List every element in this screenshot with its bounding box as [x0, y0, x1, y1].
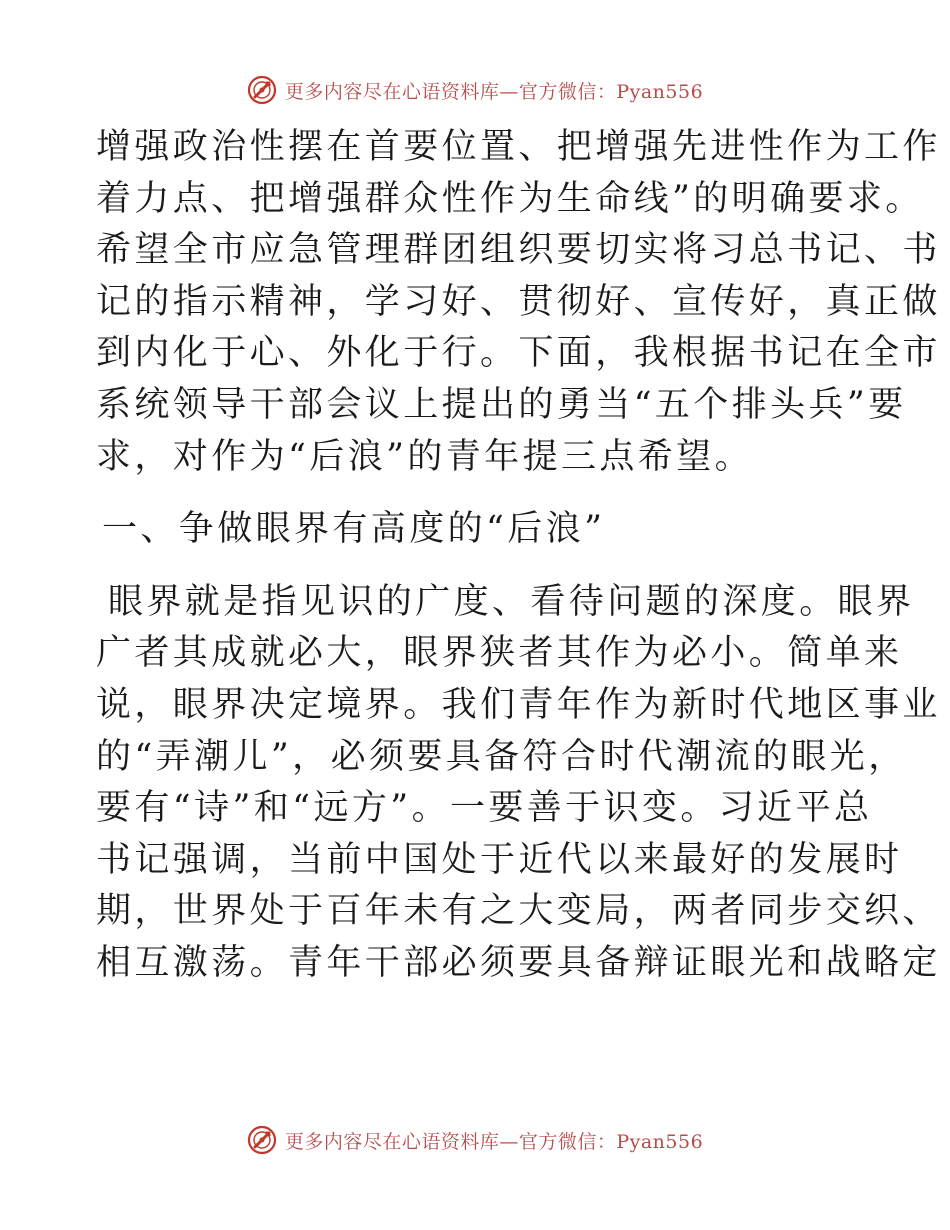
document-body	[96, 122, 941, 990]
text-line: 记的指示精神，学习好、贯彻好、宣传好，真正做	[96, 281, 941, 322]
text-line: 期，世界处于百年未有之大变局，两者同步交织、	[96, 891, 941, 932]
banner-text: 更多内容尽在心语资料库—官方微信：Pyan556	[284, 80, 704, 103]
text-line: 说，眼界决定境界。我们青年作为新时代地区事业	[96, 684, 941, 725]
text-line: 相互激荡。青年干部必须要具备辩证眼光和战略定	[96, 942, 941, 983]
logo-icon	[247, 75, 277, 105]
logo-icon	[247, 1125, 277, 1155]
header-banner	[0, 70, 950, 110]
section-heading: 一、争做眼界有高度的“后浪”	[102, 509, 606, 550]
banner-text: 更多内容尽在心语资料库—官方微信：Pyan556	[284, 1130, 704, 1153]
text-line: 系统领导干部会议上提出的勇当“五个排头兵”要	[96, 384, 907, 425]
paragraph-2	[96, 577, 941, 990]
text-line: 着力点、把增强群众性作为生命线”的明确要求。	[96, 178, 924, 219]
text-line: 增强政治性摆在首要位置、把增强先进性作为工作	[96, 127, 941, 167]
text-line: 眼界就是指见识的广度、看待问题的深度。眼界	[108, 581, 915, 622]
text-line: 求，对作为“后浪”的青年提三点希望。	[96, 436, 753, 477]
text-line: 要有“诗”和“远方”。一要善于识变。习近平总	[96, 788, 873, 829]
text-line: 到内化于心、外化于行。下面，我根据书记在全市	[96, 333, 941, 374]
text-line: 希望全市应急管理群团组织要切实将习总书记、书	[96, 230, 941, 271]
paragraph-1	[96, 122, 941, 483]
text-line: 的“弄潮儿”，必须要具备符合时代潮流的眼光，	[96, 736, 907, 777]
text-line: 书记强调，当前中国处于近代以来最好的发展时	[96, 839, 903, 880]
text-line: 广者其成就必大，眼界狭者其作为必小。简单来	[96, 633, 903, 674]
footer-banner	[0, 1120, 950, 1160]
